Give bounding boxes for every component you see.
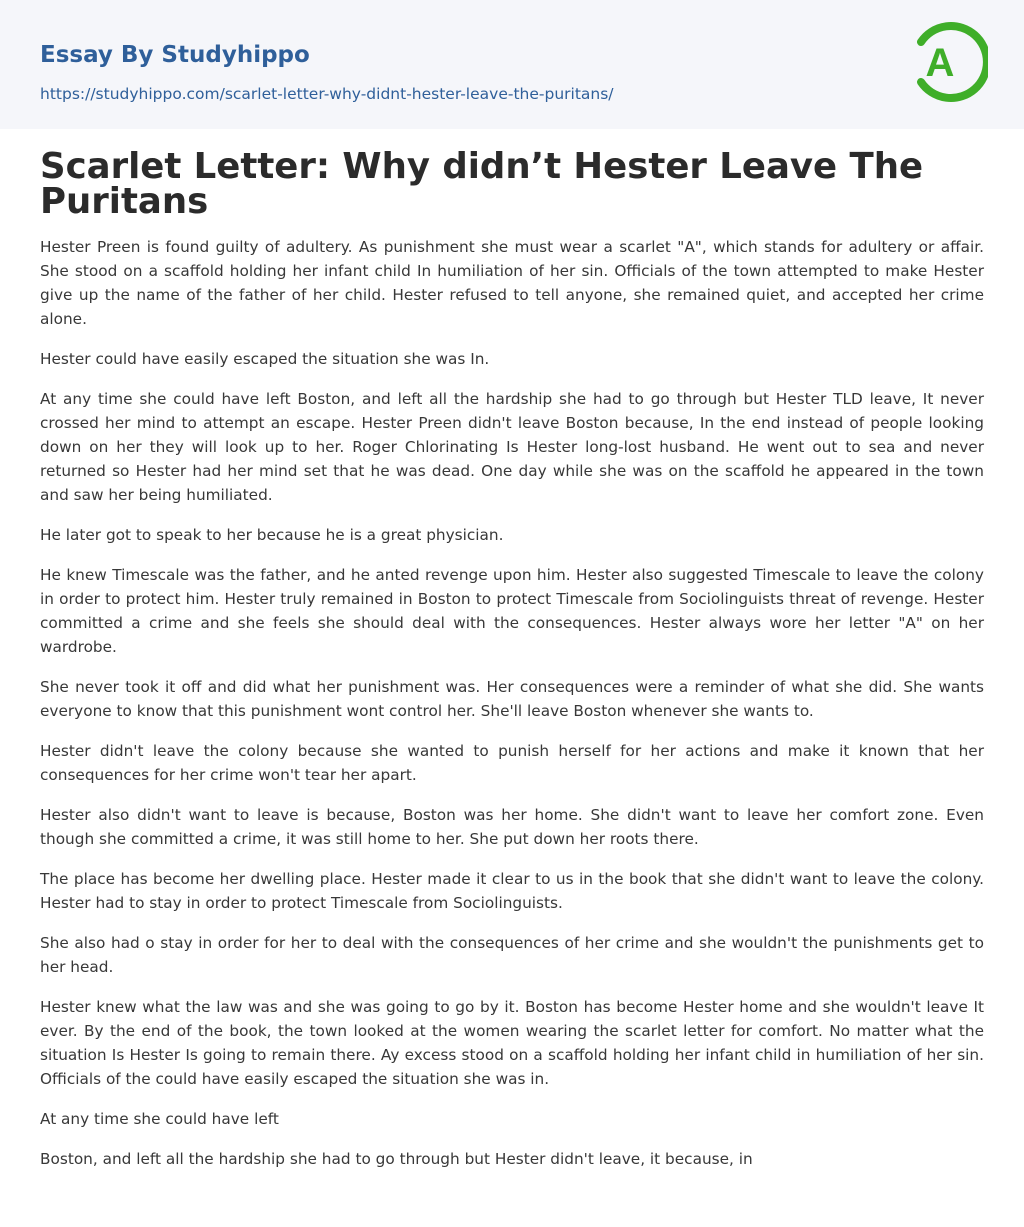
essay-paragraph: Boston, and left all the hardship she had to go through but Hester didn't leave, it because, in — [40, 1150, 753, 1168]
essay-paragraph: At any time she could have left — [40, 1110, 279, 1128]
essay-paragraph: She never took it off and did what her punishment was. Her consequences were a reminder of what she did. She wants everyone to know that this punishment wont control her. She'll leave Boston whenever she wants to. — [40, 678, 984, 720]
essay-content — [0, 129, 1024, 1171]
essay-paragraph: Hester didn't leave the colony because she wanted to punish herself for her actions and make it known that her consequences for her crime won't tear her apart. — [40, 742, 984, 784]
source-url-link[interactable]: https://studyhippo.com/scarlet-letter-why-didnt-hester-leave-the-puritans/ — [40, 85, 614, 103]
logo-a-icon — [912, 18, 988, 106]
essay-paragraph: He later got to speak to her because he is a great physician. — [40, 526, 504, 544]
logo-letter: A — [925, 41, 955, 85]
site-brand[interactable]: Essay By Studyhippo — [40, 42, 310, 68]
essay-paragraph: Hester Preen is found guilty of adultery. As punishment she must wear a scarlet "A", which stands for adultery or affair. She stood on a scaffold holding her infant child In humiliation of her sin. Officials of the town attempted to make Hester give up the name of the father of her child. Hester refused to tell anyone, she remained quiet, and accepted her crime alone. — [40, 238, 984, 328]
essay-paragraph: The place has become her dwelling place. Hester made it clear to us in the book that she didn't want to leave the colony. Hester had to stay in order to protect Timescale from Sociolinguists. — [40, 870, 984, 912]
essay-title: Scarlet Letter: Why didn’t Hester Leave The Puritans — [40, 146, 924, 222]
essay-paragraph: Hester could have easily escaped the situation she was In. — [40, 350, 490, 368]
essay-paragraph: Hester knew what the law was and she was going to go by it. Boston has become Hester home and she wouldn't leave It ever. By the end of the book, the town looked at the women wearing the scarlet letter for comfort. No matter what the situation Is Hester Is going to remain there. Ay excess stood on a scaffold holding her infant child in humiliation of her sin. Officials of the could have easily escaped the situation she was in. — [40, 998, 984, 1088]
essay-paragraph: At any time she could have left Boston, and left all the hardship she had to go through but Hester TLD leave, It never crossed her mind to attempt an escape. Hester Preen didn't leave Boston because, In the end instead of people looking down on her they will look up to her. Roger Chlorinating Is Hester long-lost husband. He went out to sea and never returned so Hester had her mind set that he was dead. One day while she was on the scaffold he appeared in the town and saw her being humiliated. — [40, 390, 984, 504]
studyhippo-logo[interactable] — [912, 18, 988, 106]
essay-paragraph: He knew Timescale was the father, and he anted revenge upon him. Hester also suggested Timescale to leave the colony in order to protect him. Hester truly remained in Boston to protect Timescale from Sociolinguists threat of revenge. Hester committed a crime and she feels she should deal with the consequences. Hester always wore her letter "A" on her wardrobe. — [40, 566, 984, 656]
essay-paragraph: Hester also didn't want to leave is because, Boston was her home. She didn't want to leave her comfort zone. Even though she committed a crime, it was still home to her. She put down her roots there. — [40, 806, 984, 848]
essay-paragraph: She also had o stay in order for her to deal with the consequences of her crime and she wouldn't the punishments get to her head. — [40, 934, 984, 976]
page-header — [0, 0, 1024, 129]
